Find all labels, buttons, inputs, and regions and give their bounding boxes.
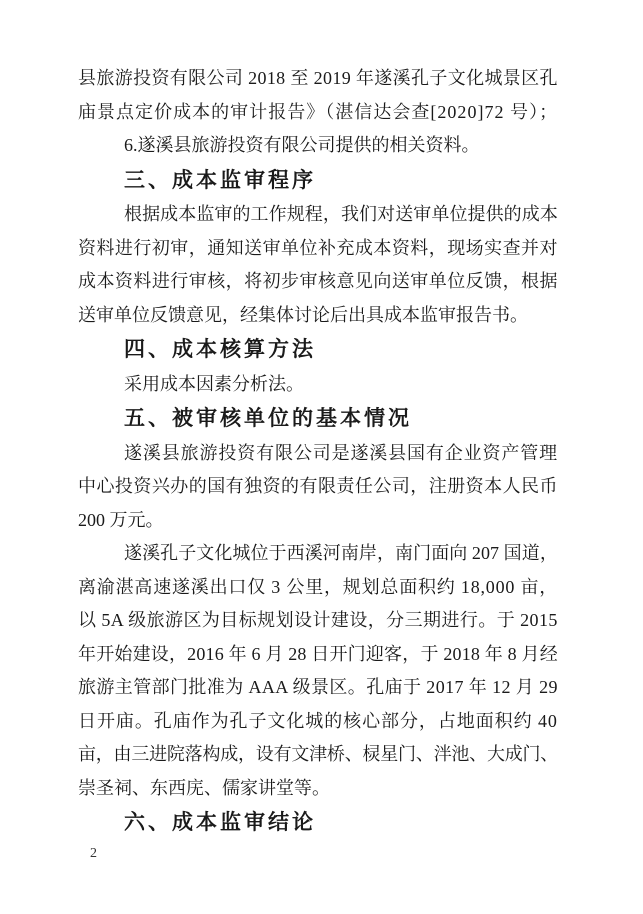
text-line bbox=[78, 705, 558, 739]
text-line bbox=[78, 772, 558, 806]
page-number: 2 bbox=[90, 846, 97, 861]
text-line bbox=[78, 368, 558, 402]
text-line-content: 年开始建设，2016 年 6 月 28 日开门迎客，于 2018 年 8 月经 bbox=[78, 643, 558, 664]
text-line bbox=[78, 129, 558, 163]
text-line-content: 六、成本监审结论 bbox=[124, 810, 316, 834]
text-line-content: 崇圣祠、东西庑、儒家讲堂等。 bbox=[78, 777, 330, 798]
text-line-content: 三、成本监审程序 bbox=[124, 167, 316, 192]
section-heading bbox=[78, 164, 558, 198]
text-line-content: 中心投资兴办的国有独资的有限责任公司，注册资本人民币 bbox=[78, 476, 558, 496]
text-line-content: 6.遂溪县旅游投资有限公司提供的相关资料。 bbox=[124, 135, 480, 155]
text-line-content: 旅游主管部门批准为 AAA 级景区。孔庙于 2017 年 12 月 29 bbox=[78, 677, 558, 697]
text-line bbox=[78, 265, 558, 299]
text-line-content: 资料进行初审，通知送审单位补充成本资料，现场实查并对 bbox=[78, 237, 558, 258]
text-line-content: 遂溪县旅游投资有限公司是遂溪县国有企业资产管理 bbox=[124, 442, 559, 463]
text-line-content: 成本资料进行审核，将初步审核意见向送审单位反馈，根据 bbox=[78, 271, 558, 291]
text-line bbox=[78, 470, 558, 504]
text-line-content: 以 5A 级旅游区为目标规划设计建设，分三期进行。于 2015 bbox=[78, 610, 558, 630]
text-line-content: 日开庙。孔庙作为孔子文化城的核心部分，占地面积约 40 bbox=[78, 710, 558, 731]
text-line bbox=[78, 198, 558, 232]
text-line bbox=[78, 537, 558, 571]
section-heading bbox=[78, 402, 558, 436]
text-line bbox=[78, 571, 558, 605]
text-line bbox=[78, 437, 558, 471]
text-line-content: 四、成本核算方法 bbox=[124, 337, 316, 361]
text-line-content: 五、被审核单位的基本情况 bbox=[124, 406, 412, 430]
text-line bbox=[78, 638, 558, 672]
text-line-content: 县旅游投资有限公司 2018 至 2019 年遂溪孔子文化城景区孔 bbox=[78, 68, 558, 88]
text-line-content: 庙景点定价成本的审计报告》（湛信达会查[2020]72 号）； bbox=[78, 101, 559, 122]
text-line-content: 采用成本因素分析法。 bbox=[124, 373, 304, 394]
text-line bbox=[78, 299, 558, 333]
text-line bbox=[78, 504, 558, 538]
text-line-content: 200 万元。 bbox=[78, 509, 164, 530]
text-line-content: 离渝湛高速遂溪出口仅 3 公里，规划总面积约 18,000 亩， bbox=[78, 576, 559, 597]
text-line bbox=[78, 738, 558, 772]
text-line-content: 遂溪孔子文化城位于西溪河南岸，南门面向 207 国道， bbox=[124, 543, 558, 563]
text-line bbox=[78, 671, 558, 705]
text-line-content: 送审单位反馈意见，经集体讨论后出具成本监审报告书。 bbox=[78, 304, 528, 325]
text-line bbox=[78, 62, 558, 96]
section-heading bbox=[78, 333, 558, 367]
text-line-content: 根据成本监审的工作规程，我们对送审单位提供的成本 bbox=[124, 204, 558, 224]
text-line bbox=[78, 604, 558, 638]
text-line bbox=[78, 232, 558, 266]
section-heading bbox=[78, 806, 558, 840]
document-body bbox=[78, 62, 558, 841]
text-line-content: 亩，由三进院落构成，设有文津桥、棂星门、泮池、大成门、 bbox=[78, 744, 559, 764]
text-line bbox=[78, 96, 558, 130]
